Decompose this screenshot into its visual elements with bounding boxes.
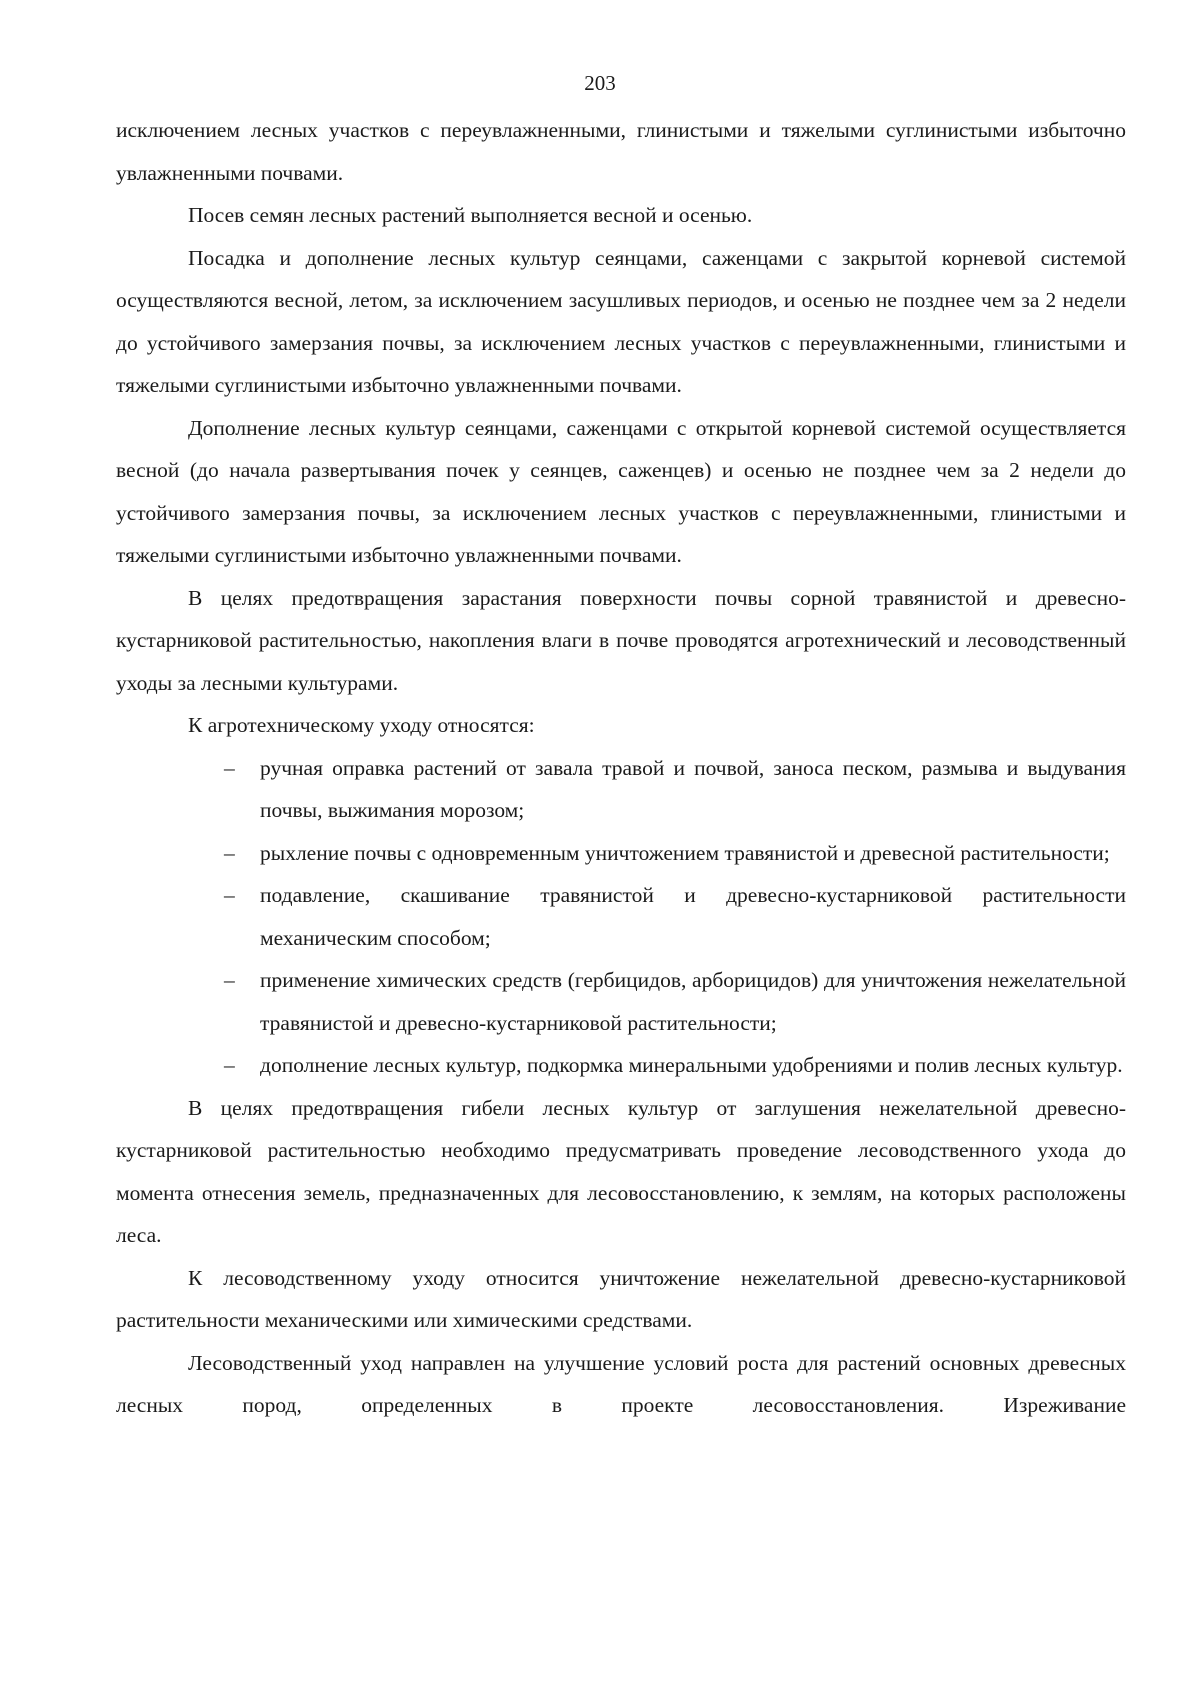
list-item-text: рыхление почвы с одновременным уничтожением травянистой и древесной растительности;: [260, 840, 1110, 865]
paragraph-silvicultural-care-timing: В целях предотвращения гибели лесных культур от заглушения нежелательной древесно-кустарниковой растительностью необходимо предусматривать проведение лесоводственного ухода до момента отнесения земель, предназначенных для лесовосстановлению, к землям, на которых расположены леса.: [116, 1095, 1126, 1247]
document-body: [116, 109, 1126, 1427]
dash-bullet: –: [224, 1053, 235, 1077]
list-item: [116, 832, 1126, 875]
dash-bullet: –: [224, 755, 235, 780]
list-item: [116, 874, 1126, 959]
paragraph-care-purpose: В целях предотвращения зарастания поверхности почвы сорной травянистой и древесно-кустарниковой растительностью, накопления влаги в почве проводятся агротехнический и лесоводственный уходы за лесными культурами.: [116, 585, 1126, 695]
paragraph-silvicultural-care-purpose: Лесоводственный уход направлен на улучшение условий роста для растений основных древесных лесных пород, определенных в проекте лесовосстановления. Изреживание: [116, 1350, 1126, 1417]
paragraph-agrotech-intro: К агротехническому уходу относятся:: [188, 713, 535, 737]
list-item-text: применение химических средств (гербицидов, арборицидов) для уничтожения нежелательной травянистой и древесно-кустарниковой растительности;: [260, 968, 1126, 1035]
list-item: [116, 959, 1126, 1044]
page-number: 203: [584, 71, 616, 95]
paragraph-silvicultural-care-definition: К лесоводственному уходу относится уничтожение нежелательной древесно-кустарниковой растительности механическими или химическими средствами.: [116, 1265, 1126, 1332]
dash-bullet: –: [224, 883, 235, 907]
paragraph-supplement-open-root: Дополнение лесных культур сеянцами, саженцами с открытой корневой системой осуществляется весной (до начала развертывания почек у сеянцев, саженцев) и осенью не позднее чем за 2 недели до устойчивого замерзания почвы, за исключением лесных участков с переувлажненными, глинистыми и тяжелыми суглинистыми избыточно увлажненными почвами.: [116, 415, 1126, 567]
list-item-text: дополнение лесных культур, подкормка минеральными удобрениями и полив лесных культур.: [260, 1053, 1123, 1077]
agrotech-care-list: [116, 747, 1126, 1087]
list-item: [116, 747, 1126, 832]
dash-bullet: –: [224, 968, 235, 992]
list-item-text: подавление, скашивание травянистой и древесно-кустарниковой растительности механическим способом;: [260, 883, 1126, 950]
paragraph-planting-closed-root: Посадка и дополнение лесных культур сеянцами, саженцами с закрытой корневой системой осуществляются весной, летом, за исключением засушливых периодов, и осенью не позднее чем за 2 недели до устойчивого замерзания почвы, за исключением лесных участков с переувлажненными, глинистыми и тяжелыми суглинистыми избыточно увлажненными почвами.: [116, 245, 1126, 397]
list-item-text: ручная оправка растений от завала травой и почвой, заноса песком, размыва и выдувания почвы, выжимания морозом;: [260, 755, 1126, 822]
paragraph-sowing: Посев семян лесных растений выполняется весной и осенью.: [188, 203, 753, 227]
paragraph-continuation: исключением лесных участков с переувлажненными, глинистыми и тяжелыми суглинистыми избыточно увлажненными почвами.: [116, 118, 1126, 185]
list-item: [116, 1044, 1126, 1087]
dash-bullet: –: [224, 840, 235, 865]
